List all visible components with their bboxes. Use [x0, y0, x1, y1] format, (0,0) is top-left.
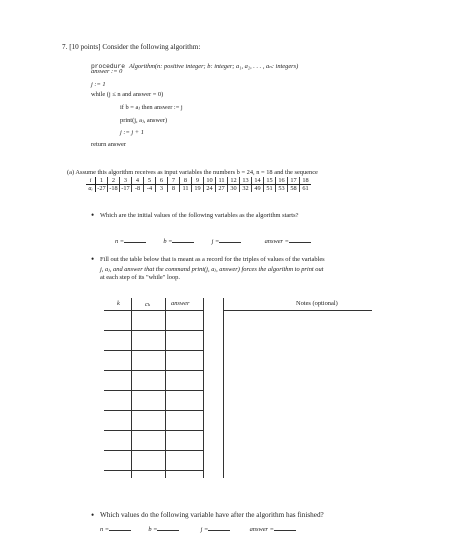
col-header-ck: cₖ [145, 301, 151, 308]
seq-value: 51 [264, 185, 276, 193]
q2-line-3: at each step of its "while" loop. [100, 274, 180, 281]
algorithm-line-6: print(j, aⱼ, answer) [120, 117, 168, 124]
seq-index: 9 [192, 177, 204, 185]
procedure-keyword: procedure [91, 63, 126, 70]
q1-n-label: n = [115, 238, 125, 245]
seq-value: 32 [240, 185, 252, 193]
seq-value-header: aᵢ [86, 185, 96, 193]
part-a-intro: (a) Assume this algorithm receives as input variables the numbers b = 24, n = 18 and the sequence [67, 169, 318, 176]
sequence-value-row [86, 185, 311, 193]
rec-header-rule [223, 310, 372, 311]
seq-index: 4 [132, 177, 144, 185]
rec-divider [223, 298, 224, 478]
seq-value: -8 [132, 185, 144, 193]
sequence-table-wrap [86, 177, 311, 192]
seq-index: 6 [156, 177, 168, 185]
seq-index: 3 [120, 177, 132, 185]
question-points: [10 points] [69, 43, 101, 51]
seq-value: 61 [300, 185, 312, 193]
seq-index: 15 [264, 177, 276, 185]
algorithm-line-8: return answer [91, 141, 126, 148]
seq-value: 58 [288, 185, 300, 193]
q1-n-blank[interactable] [124, 236, 146, 243]
bullet-icon: • [91, 510, 95, 520]
seq-value: 8 [168, 185, 180, 193]
algorithm-line-3: j := 1 [91, 81, 106, 88]
q2-line-1: Fill out the table below that is meant as a record for the triples of values of the variables [100, 256, 325, 263]
seq-index: 1 [96, 177, 108, 185]
q1-text: Which are the initial values of the following variables as the algorithm starts? [100, 212, 299, 219]
col-header-notes: Notes (optional) [296, 300, 338, 307]
sequence-table [86, 177, 311, 192]
q3-answers [100, 524, 296, 533]
rec-row-line[interactable] [104, 430, 203, 431]
q3-text: Which values do the following variable have after the algorithm has finished? [100, 511, 324, 519]
col-header-answer: answer [171, 300, 190, 307]
q3-j-blank[interactable] [208, 524, 230, 531]
seq-value: -4 [144, 185, 156, 193]
bullet-icon: • [91, 210, 95, 220]
rec-divider [203, 298, 204, 478]
seq-index: 11 [216, 177, 228, 185]
question-number: 7. [62, 43, 68, 51]
q1-b-label: b = [163, 238, 173, 245]
q3-answer-blank[interactable] [274, 524, 296, 531]
rec-row-line[interactable] [104, 470, 203, 471]
q1-b-blank[interactable] [172, 236, 194, 243]
algorithm-line-2: answer := 0 [91, 68, 123, 75]
q3-n-blank[interactable] [109, 524, 131, 531]
seq-value: 53 [276, 185, 288, 193]
question-header [62, 43, 200, 51]
seq-value: -27 [97, 185, 106, 192]
seq-index: 8 [180, 177, 192, 185]
seq-value: 49 [252, 185, 264, 193]
procedure-signature: Algorithm(n: positive integer; b: integer; a₁, a₂, . . . , aₙ: integers) [129, 63, 299, 70]
rec-divider [165, 298, 166, 478]
rec-header-rule [104, 310, 203, 311]
seq-value: 30 [228, 185, 240, 193]
rec-row-line[interactable] [104, 450, 203, 451]
rec-divider [131, 298, 132, 478]
seq-index: 17 [288, 177, 300, 185]
q3-b-label: b = [148, 526, 158, 533]
q3-b-blank[interactable] [157, 524, 179, 531]
seq-index: 13 [240, 177, 252, 185]
question-prompt: Consider the following algorithm: [102, 43, 201, 51]
q1-j-blank[interactable] [219, 236, 241, 243]
seq-value: 19 [192, 185, 204, 193]
algorithm-line-7: j := j + 1 [120, 129, 144, 136]
rec-row-line[interactable] [104, 330, 203, 331]
seq-value: 11 [180, 185, 192, 193]
col-header-k: k [117, 300, 120, 307]
seq-index: 5 [144, 177, 156, 185]
q1-answer-blank[interactable] [289, 236, 311, 243]
rec-row-line[interactable] [104, 390, 203, 391]
q3-n-label: n = [100, 526, 110, 533]
seq-value: -17 [121, 185, 130, 192]
seq-value: 3 [156, 185, 168, 193]
seq-index: 14 [252, 177, 264, 185]
seq-value: 27 [216, 185, 228, 193]
seq-index: 10 [204, 177, 216, 185]
bullet-icon: • [91, 254, 95, 264]
seq-index: 2 [108, 177, 120, 185]
q3-answer-label: answer = [249, 526, 274, 533]
seq-value: -18 [109, 185, 118, 192]
q1-j-label: j = [211, 238, 220, 245]
seq-index: 7 [168, 177, 180, 185]
seq-index: 16 [276, 177, 288, 185]
q1-answer-label: answer = [264, 238, 289, 245]
seq-index-header: i [86, 177, 96, 185]
algorithm-line-5: if b = aⱼ then answer := j [120, 104, 183, 111]
algorithm-line-4: while (j ≤ n and answer = 0) [91, 91, 164, 98]
rec-row-line[interactable] [104, 370, 203, 371]
rec-row-line[interactable] [104, 410, 203, 411]
seq-index: 12 [228, 177, 240, 185]
seq-index: 18 [300, 177, 312, 185]
q2-line-2: j, aⱼ, and answer that the command print(j, aⱼ, answer) forces the algorithm to print out [100, 266, 324, 273]
q1-answers [115, 236, 311, 245]
sequence-index-row [86, 177, 311, 185]
q3-j-label: j = [200, 526, 209, 533]
rec-row-line[interactable] [104, 350, 203, 351]
seq-value: 24 [204, 185, 216, 193]
